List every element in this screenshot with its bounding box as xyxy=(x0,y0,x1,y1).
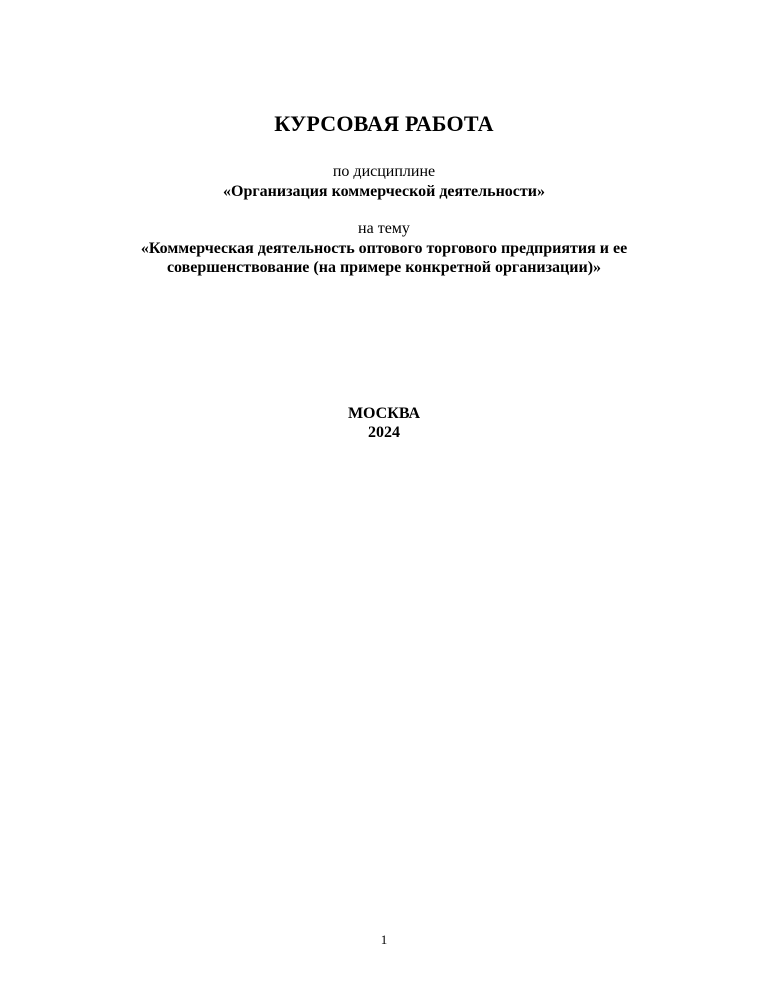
topic-title-line-2: совершенствование (на примере конкретной организации)» xyxy=(166,259,602,276)
discipline-intro: по дисциплине xyxy=(332,163,436,180)
topic-intro: на тему xyxy=(358,220,410,237)
page-number: 1 xyxy=(380,932,388,947)
topic-title-line-1: «Коммерческая деятельность оптового торгового предприятия и ее xyxy=(140,240,628,257)
document-title: КУРСОВАЯ РАБОТА xyxy=(274,111,494,136)
discipline-name: «Организация коммерческой деятельности» xyxy=(223,183,545,200)
year: 2024 xyxy=(368,424,400,441)
city: МОСКВА xyxy=(347,405,421,422)
